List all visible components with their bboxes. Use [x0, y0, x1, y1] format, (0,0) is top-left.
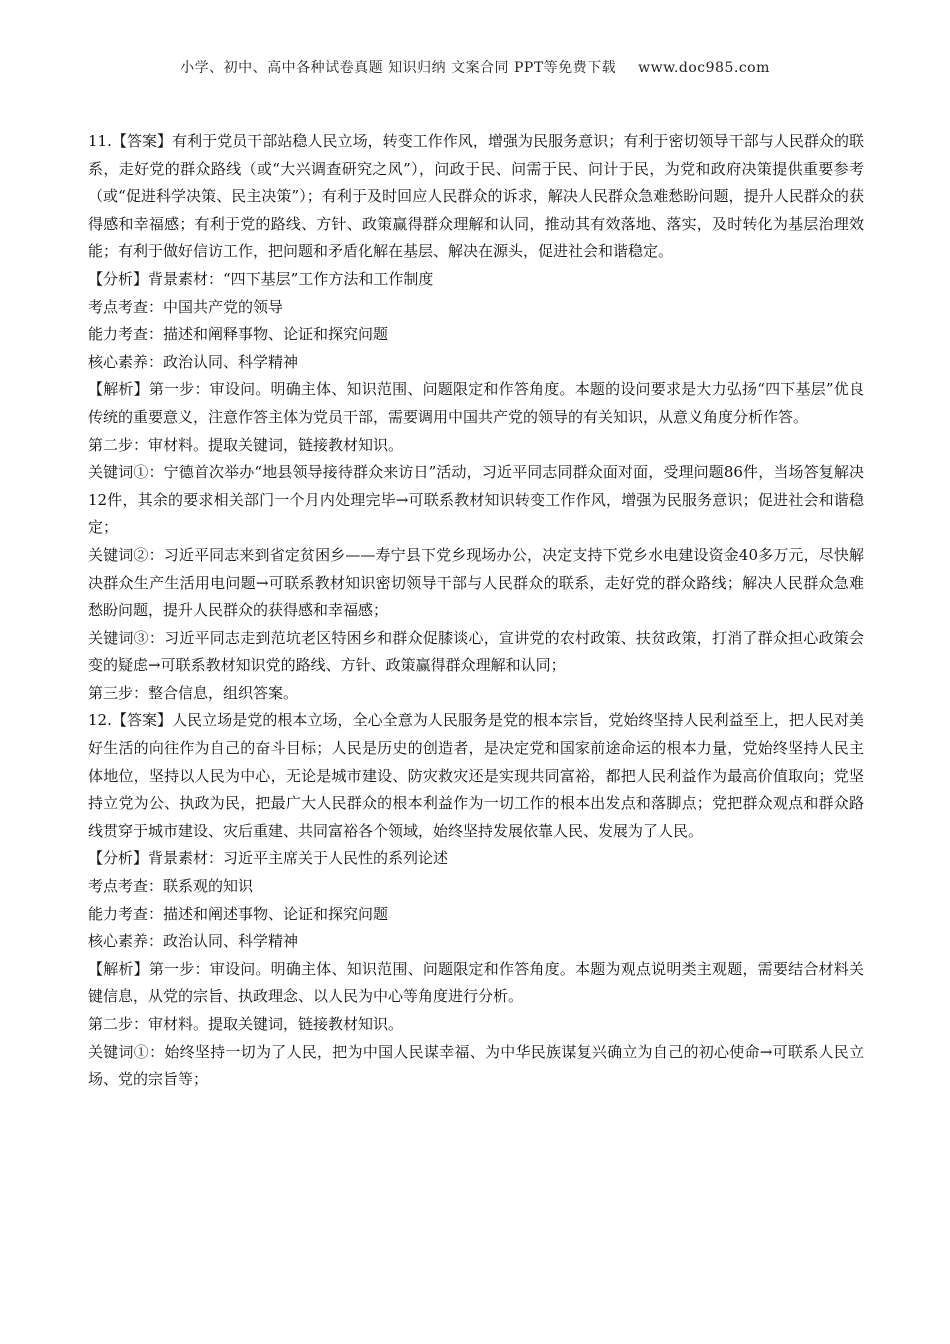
- answer-12: 12.【答案】人民立场是党的根本立场，全心全意为人民服务是党的根本宗旨，党始终坚持人民利益至上，把人民对美好生活的向往作为自己的奋斗目标；人民是历史的创造者，是决定党和国家前途命运的根本力量，党始终坚持人民主体地位，坚持以人民为中心，无论是城市建设、防灾救灾还是实现共同富裕，都把人民利益作为最高价值取向；党坚持立党为公、执政为民，把最广大人民群众的根本利益作为一切工作的根本出发点和落脚点；党把群众观点和群众路线贯穿于城市建设、灾后重建、共同富裕各个领域，始终坚持发展依靠人民、发展为了人民。: [88, 711, 864, 840]
- header-site-link[interactable]: www.doc985.com: [638, 60, 770, 76]
- keyword-11-3: 关键词③：习近平同志走到范坑老区特困乡和群众促膝谈心，宣讲党的农村政策、扶贫政策，打消了群众担心政策会变的疑虑→可联系教材知识党的路线、方针、政策赢得群众理解和认同；: [88, 628, 864, 675]
- explanation-12-step1: 【解析】第一步：审设问。明确主体、知识范围、问题限定和作答角度。本题为观点说明类主观题，需要结合材料关键信息，从党的宗旨、执政理念、以人民为中心等角度进行分析。: [88, 959, 864, 1006]
- analysis-11-exam-point: 考点考查：中国共产党的领导: [88, 297, 284, 316]
- document-body: [88, 128, 864, 1094]
- header-text: 小学、初中、高中各种试卷真题 知识归纳 文案合同 PPT等免费下载: [180, 60, 617, 76]
- explanation-12-step2: 第二步：审材料。提取关键词，链接教材知识。: [88, 1015, 404, 1033]
- keyword-11-2: 关键词②：习近平同志来到省定贫困乡——寿宁县下党乡现场办公，决定支持下党乡水电建设资金40多万元，尽快解决群众生产生活用电问题→可联系教材知识密切领导干部与人民群众的联系，走好党的群众路线；解决人民群众急难愁盼问题，提升人民群众的获得感和幸福感；: [88, 545, 864, 620]
- answer-11: 11.【答案】有利于党员干部站稳人民立场，转变工作作风，增强为民服务意识；有利于密切领导干部与人民群众的联系，走好党的群众路线（或“大兴调查研究之风”），问政于民、问需于民、问计于民，为党和政府决策提供重要参考（或“促进科学决策、民主决策”）；有利于及时回应人民群众的诉求，解决人民群众急难愁盼问题，提升人民群众的获得感和幸福感；有利于党的路线、方针、政策赢得群众理解和认同，推动其有效落地、落实，及时转化为基层治理效能；有利于做好信访工作，把问题和矛盾化解在基层、解决在源头，促进社会和谐稳定。: [88, 132, 864, 261]
- keyword-11-1: 关键词①：宁德首次举办“地县领导接待群众来访日”活动，习近平同志同群众面对面，受理问题86件，当场答复解决12件，其余的要求相关部门一个月内处理完毕→可联系教材知识转变工作作风，增强为民服务意识；促进社会和谐稳定；: [88, 463, 864, 537]
- analysis-11-background: 【分析】背景素材：“四下基层”工作方法和工作制度: [88, 269, 434, 288]
- analysis-12-ability: 能力考查：描述和阐述事物、论证和探究问题: [88, 904, 389, 923]
- analysis-12-background: 【分析】背景素材：习近平主席关于人民性的系列论述: [88, 849, 449, 868]
- explanation-11-step2: 第二步：审材料。提取关键词，链接教材知识。: [88, 435, 404, 454]
- analysis-12-literacy: 核心素养：政治认同、科学精神: [88, 932, 299, 951]
- analysis-11-literacy: 核心素养：政治认同、科学精神: [88, 352, 299, 371]
- explanation-11-step1: 【解析】第一步：审设问。明确主体、知识范围、问题限定和作答角度。本题的设问要求是大力弘扬“四下基层”优良传统的重要意义，注意作答主体为党员干部，需要调用中国共产党的领导的有关知识，从意义角度分析作答。: [88, 380, 864, 426]
- analysis-11-ability: 能力考查：描述和阐释事物、论证和探究问题: [88, 325, 389, 344]
- keyword-12-1: 关键词①：始终坚持一切为了人民，把为中国人民谋幸福、为中华民族谋复兴确立为自己的初心使命→可联系人民立场、党的宗旨等；: [88, 1042, 864, 1089]
- page-header: [0, 57, 950, 77]
- explanation-11-step3: 第三步：整合信息，组织答案。: [88, 683, 299, 702]
- analysis-12-exam-point: 考点考查：联系观的知识: [88, 877, 254, 896]
